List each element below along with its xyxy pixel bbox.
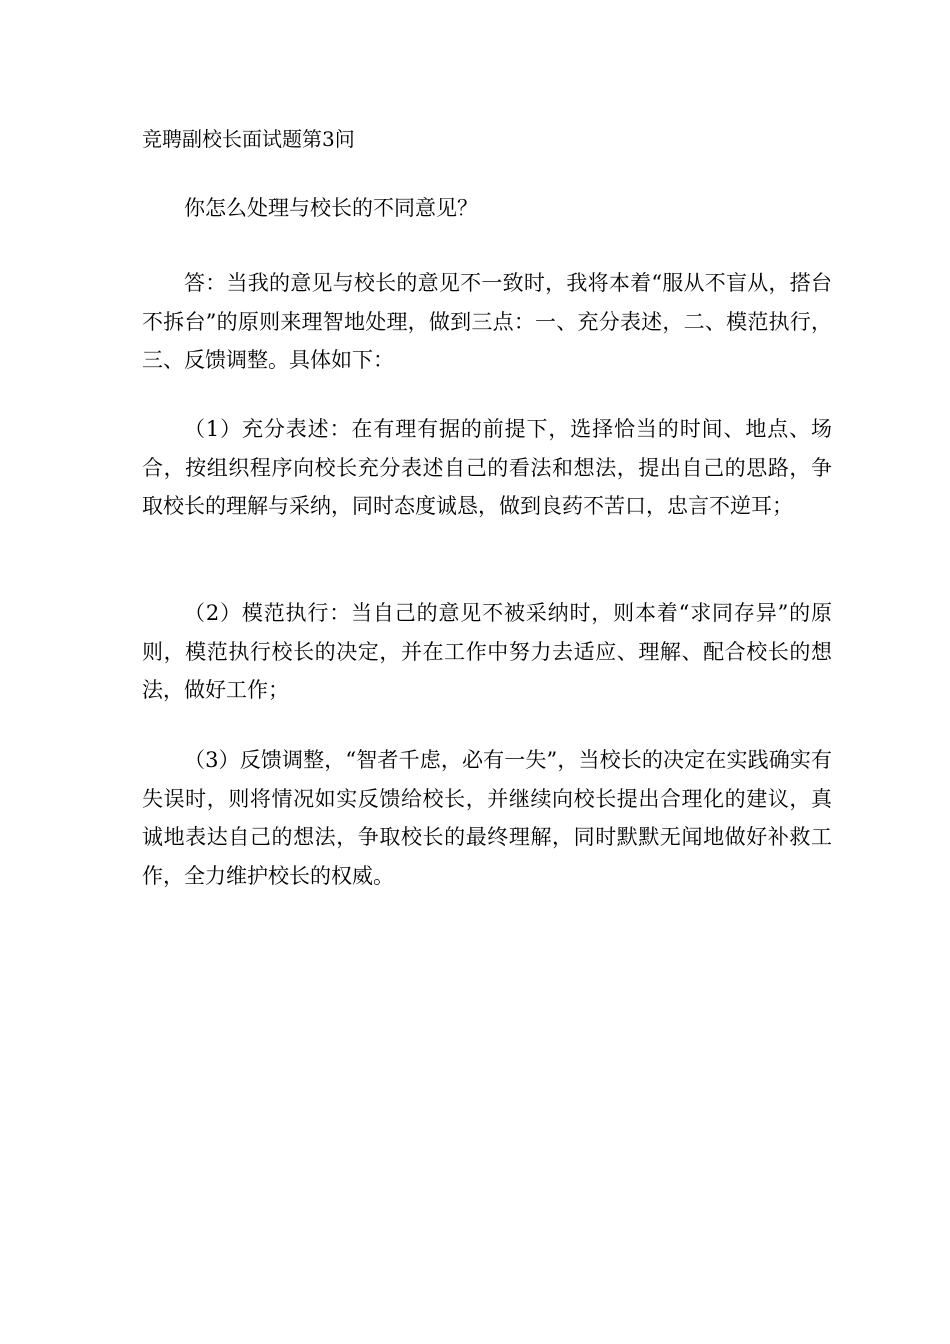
point-paragraph-3: （3）反馈调整，“智者千虑，必有一失”，当校长的决定在实践确实有失误时，则将情况如实反馈给校长，并继续向校长提出合理化的建议，真诚地表达自己的想法，争取校长的最终理解，同时默默无闻地做好补救工作，全力维护校长的权威。: [142, 748, 832, 888]
point-paragraph-2: （2）模范执行：当自己的意见不被采纳时，则本着“求同存异”的原则，模范执行校长的决定，并在工作中努力去适应、理解、配合校长的想法，做好工作；: [142, 601, 832, 702]
question-paragraph: 你怎么处理与校长的不同意见？: [184, 196, 478, 220]
document-title: 竞聘副校长面试题第3问: [142, 127, 355, 151]
answer-paragraph: 答：当我的意见与校长的意见不一致时，我将本着“服从不盲从，搭台不拆台”的原则来理智地处理，做到三点：一、充分表述，二、模范执行，三、反馈调整。具体如下：: [142, 271, 832, 372]
point-paragraph-1: （1）充分表述：在有理有据的前提下，选择恰当的时间、地点、场合，按组织程序向校长充分表述自己的看法和想法，提出自己的思路，争取校长的理解与采纳，同时态度诚恳，做到良药不苦口，忠言不逆耳；: [142, 417, 832, 518]
